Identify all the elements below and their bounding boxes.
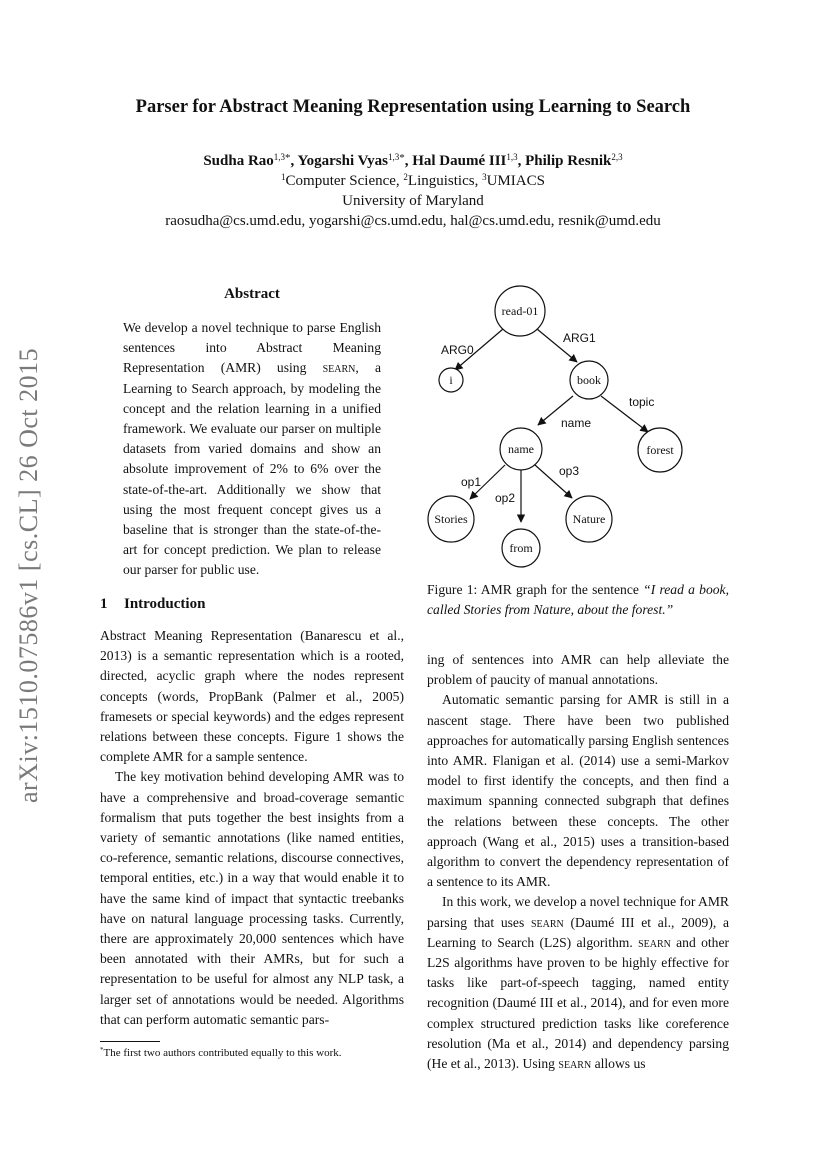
university: University of Maryland (342, 193, 484, 209)
author-affiliation-mark: 1,3 (387, 152, 400, 162)
edge-label: name (561, 416, 592, 430)
section-heading (100, 596, 404, 613)
left-column-body (100, 626, 404, 1030)
author-name: Sudha Rao (203, 153, 274, 169)
affiliation-mark: 2 (403, 172, 408, 182)
abstract-text (123, 318, 381, 581)
section-title: Introduction (124, 596, 206, 612)
author-affiliation-mark: 1,3 (273, 152, 286, 162)
author-affiliation-mark: 2,3 (611, 152, 623, 162)
searn-term: searn (530, 914, 564, 930)
amr-graph (415, 282, 735, 572)
paragraph: Automatic semantic parsing for AMR is still in a nascent stage. There have been two published approaches for automatically parsing English sentences into AMR. Flanigan et al. (2014) use a semi-Markov model to first identify the concepts, and then find a maximum spanning connected subgraph that defines the relations between these concepts. The other approach (Wang et al., 2015) uses a transition-based algorithm to convert the dependency representation of a sentence to its AMR. (427, 692, 729, 890)
right-column-body (427, 650, 729, 1074)
footnote (100, 1046, 410, 1059)
affiliation: UMIACS (486, 173, 545, 189)
footnote-text: The first two authors contributed equally to this work. (103, 1047, 342, 1059)
abstract-text-part: , a Learning to Search approach, by modeling the concept and the relation learning in a unified framework. We evaluate our parser on multiple datasets from varied domains and show an absolute improvement of 2% to 6% over the state-of-the-art. Additionally we show that using the most frequent concept gives us a baseline that is stronger than the state-of-the-art for concept prediction. We plan to release our parser for public use. (123, 360, 381, 578)
caption-label: Figure 1: (427, 582, 478, 597)
author-affiliation-mark: 1,3 (506, 152, 518, 162)
affiliation: Linguistics, (407, 173, 483, 189)
node-label: name (508, 442, 534, 456)
author-name: Hal Daumé III (412, 153, 507, 169)
caption-quote: “I read a book, called Stories from Nature, about the forest.” (427, 582, 729, 617)
edge-label: ARG0 (441, 343, 474, 357)
author-name: Philip Resnik (525, 153, 612, 169)
edge-label: op3 (559, 464, 580, 478)
searn-term: searn (322, 360, 356, 376)
affiliation-mark: 1 (281, 172, 286, 182)
section-number: 1 (100, 596, 108, 612)
node-label: Nature (572, 512, 606, 526)
affiliations (100, 171, 726, 191)
searn-term: searn (558, 1056, 592, 1072)
footnote-rule (100, 1041, 160, 1042)
author-emails: raosudha@cs.umd.edu, yogarshi@cs.umd.edu, hal@cs.umd.edu, resnik@umd.edu (165, 213, 661, 229)
figure-caption (427, 580, 729, 620)
node-label: book (577, 373, 601, 387)
affiliation: Computer Science, (285, 173, 404, 189)
author-list: Sudha Rao$^{1,3*}$, Yogarshi Vyas$^{1,3*}$, Hal Daumé III$^{1,3}$, Philip Resnik$^{2,3}$ (203, 152, 623, 169)
paragraph (427, 892, 729, 1074)
author-name: Yogarshi Vyas (297, 153, 388, 169)
caption-text: AMR graph for the sentence (477, 582, 644, 597)
paragraph-part: In this work, we develop a novel technique for AMR parsing that uses (427, 894, 729, 930)
paragraph-part: allows us (591, 1056, 646, 1072)
node-label: Stories (434, 512, 468, 526)
edge-label: topic (629, 395, 655, 409)
edge-label: op1 (461, 475, 482, 489)
footnote-mark: * (285, 152, 291, 164)
node-label: forest (646, 443, 674, 457)
node-label: from (509, 541, 533, 555)
arxiv-identifier: arXiv:1510.07586v1 [cs.CL] 26 Oct 2015 (14, 347, 43, 803)
abstract-heading: Abstract (224, 286, 280, 302)
abstract-text-part: We develop a novel technique to parse English sentences into Abstract Meaning Representation (AMR) using (123, 320, 381, 376)
paragraph-part: and other L2S algorithms have proven to be highly effective for tasks like part-of-speech tagging, named entity recognition (Daumé III et al., 2014), and for even more complex structured prediction tasks like coreference resolution (Ma et al., 2014) and dependency parsing (He et al., 2013). Using (427, 934, 730, 1072)
node-label: i (449, 373, 453, 387)
footnote-mark: * (399, 152, 405, 164)
paper-title: Parser for Abstract Meaning Representation using Learning to Search (135, 97, 691, 117)
paragraph: Abstract Meaning Representation (Banarescu et al., 2013) is a semantic representation which is a rooted, directed, acyclic graph where the nodes represent concepts (words, PropBank (Palmer et al., 2005) framesets or special keywords) and the edges represent relations between these concepts. Figure 1 shows the complete AMR for a sample sentence. (100, 628, 404, 765)
edge-label: op2 (495, 491, 516, 505)
amr-graph-figure (415, 282, 735, 572)
node-label: read-01 (501, 304, 539, 318)
paragraph-part: (Daumé III et al., 2009), a Learning to Search (L2S) algorithm. (427, 914, 729, 950)
searn-term: searn (638, 934, 671, 950)
paragraph: ing of sentences into AMR can help alleviate the problem of paucity of manual annotations. (427, 652, 729, 688)
author-block (100, 148, 726, 231)
affiliation-mark: 3 (482, 172, 487, 182)
paragraph: The key motivation behind developing AMR was to have a comprehensive and broad-coverage semantic formalism that puts together the best insights from a variety of semantic annotations (like named entities, co-reference, semantic relations, discourse connectives, temporal entities, etc.) in a way that would enable it to have the same kind of impact that syntactic treebanks have on natural language processing tasks. Currently, there are approximately 20,000 sentences which have been annotated with their AMRs, but for such a representation to be useful for almost any NLP task, a larger set of annotations would be needed. Algorithms that can perform automatic semantic pars- (100, 769, 404, 1027)
edge-label: ARG1 (563, 331, 596, 345)
footnote-mark: * (100, 1046, 104, 1054)
